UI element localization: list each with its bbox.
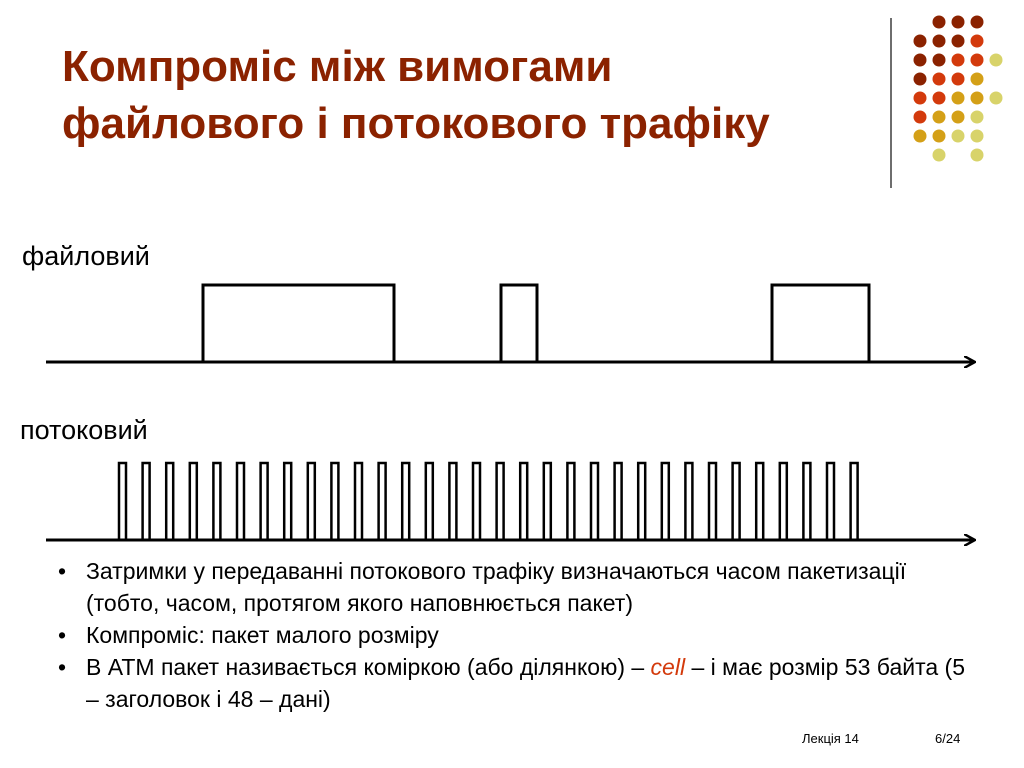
bullet-item: • Затримки у передаванні потокового трафіку визначаються часом пакетизації (тобто, часом, протягом якого наповнюється пакет) bbox=[56, 555, 976, 619]
stream-packet bbox=[756, 463, 763, 540]
label-stream-traffic: потоковий bbox=[20, 415, 148, 445]
stream-packet bbox=[473, 463, 480, 540]
stream-packet bbox=[497, 463, 504, 540]
bullet-list bbox=[56, 555, 976, 715]
bullet-text: В ATM пакет називається коміркою (або ділянкою) – bbox=[86, 654, 651, 680]
stream-packet bbox=[331, 463, 338, 540]
stream-packet bbox=[355, 463, 362, 540]
stream-packet bbox=[544, 463, 551, 540]
title-line-1: Компроміс між вимогами bbox=[62, 42, 613, 91]
stream-packet bbox=[709, 463, 716, 540]
bullet-text: – і має розмір 53 байта (5 – заголовок і 48 – дані) bbox=[86, 654, 966, 712]
stream-packet bbox=[780, 463, 787, 540]
label-file-traffic: файловий bbox=[22, 241, 150, 271]
stream-packet bbox=[143, 463, 150, 540]
stream-packet bbox=[237, 463, 244, 540]
stream-packet bbox=[308, 463, 315, 540]
stream-packet bbox=[379, 463, 386, 540]
stream-packet bbox=[827, 463, 834, 540]
stream-packet bbox=[733, 463, 740, 540]
file-burst-2 bbox=[501, 285, 537, 362]
highlight-word-cell: cell bbox=[650, 654, 686, 680]
stream-packet bbox=[166, 463, 173, 540]
stream-packet bbox=[284, 463, 291, 540]
stream-packets bbox=[119, 463, 858, 540]
stream-packet bbox=[449, 463, 456, 540]
file-burst-3 bbox=[772, 285, 869, 362]
stream-packet bbox=[685, 463, 692, 540]
stream-packet bbox=[190, 463, 197, 540]
stream-packet bbox=[567, 463, 574, 540]
stream-packet bbox=[591, 463, 598, 540]
bullet-item bbox=[56, 651, 976, 715]
stream-packet bbox=[662, 463, 669, 540]
bullet-item: • Компроміс: пакет малого розміру bbox=[56, 619, 976, 651]
title-line-2: файлового і потокового трафіку bbox=[62, 99, 770, 148]
stream-packet bbox=[803, 463, 810, 540]
stream-packet bbox=[615, 463, 622, 540]
footer-lecture: Лекція 14 bbox=[802, 731, 859, 746]
file-burst-1 bbox=[203, 285, 394, 362]
stream-packet bbox=[520, 463, 527, 540]
footer-page-number: 6/24 bbox=[935, 731, 961, 746]
stream-packet bbox=[638, 463, 645, 540]
stream-packet bbox=[213, 463, 220, 540]
stream-packet bbox=[261, 463, 268, 540]
stream-packet bbox=[851, 463, 858, 540]
stream-packet bbox=[426, 463, 433, 540]
stream-packet bbox=[402, 463, 409, 540]
stream-packet bbox=[119, 463, 126, 540]
